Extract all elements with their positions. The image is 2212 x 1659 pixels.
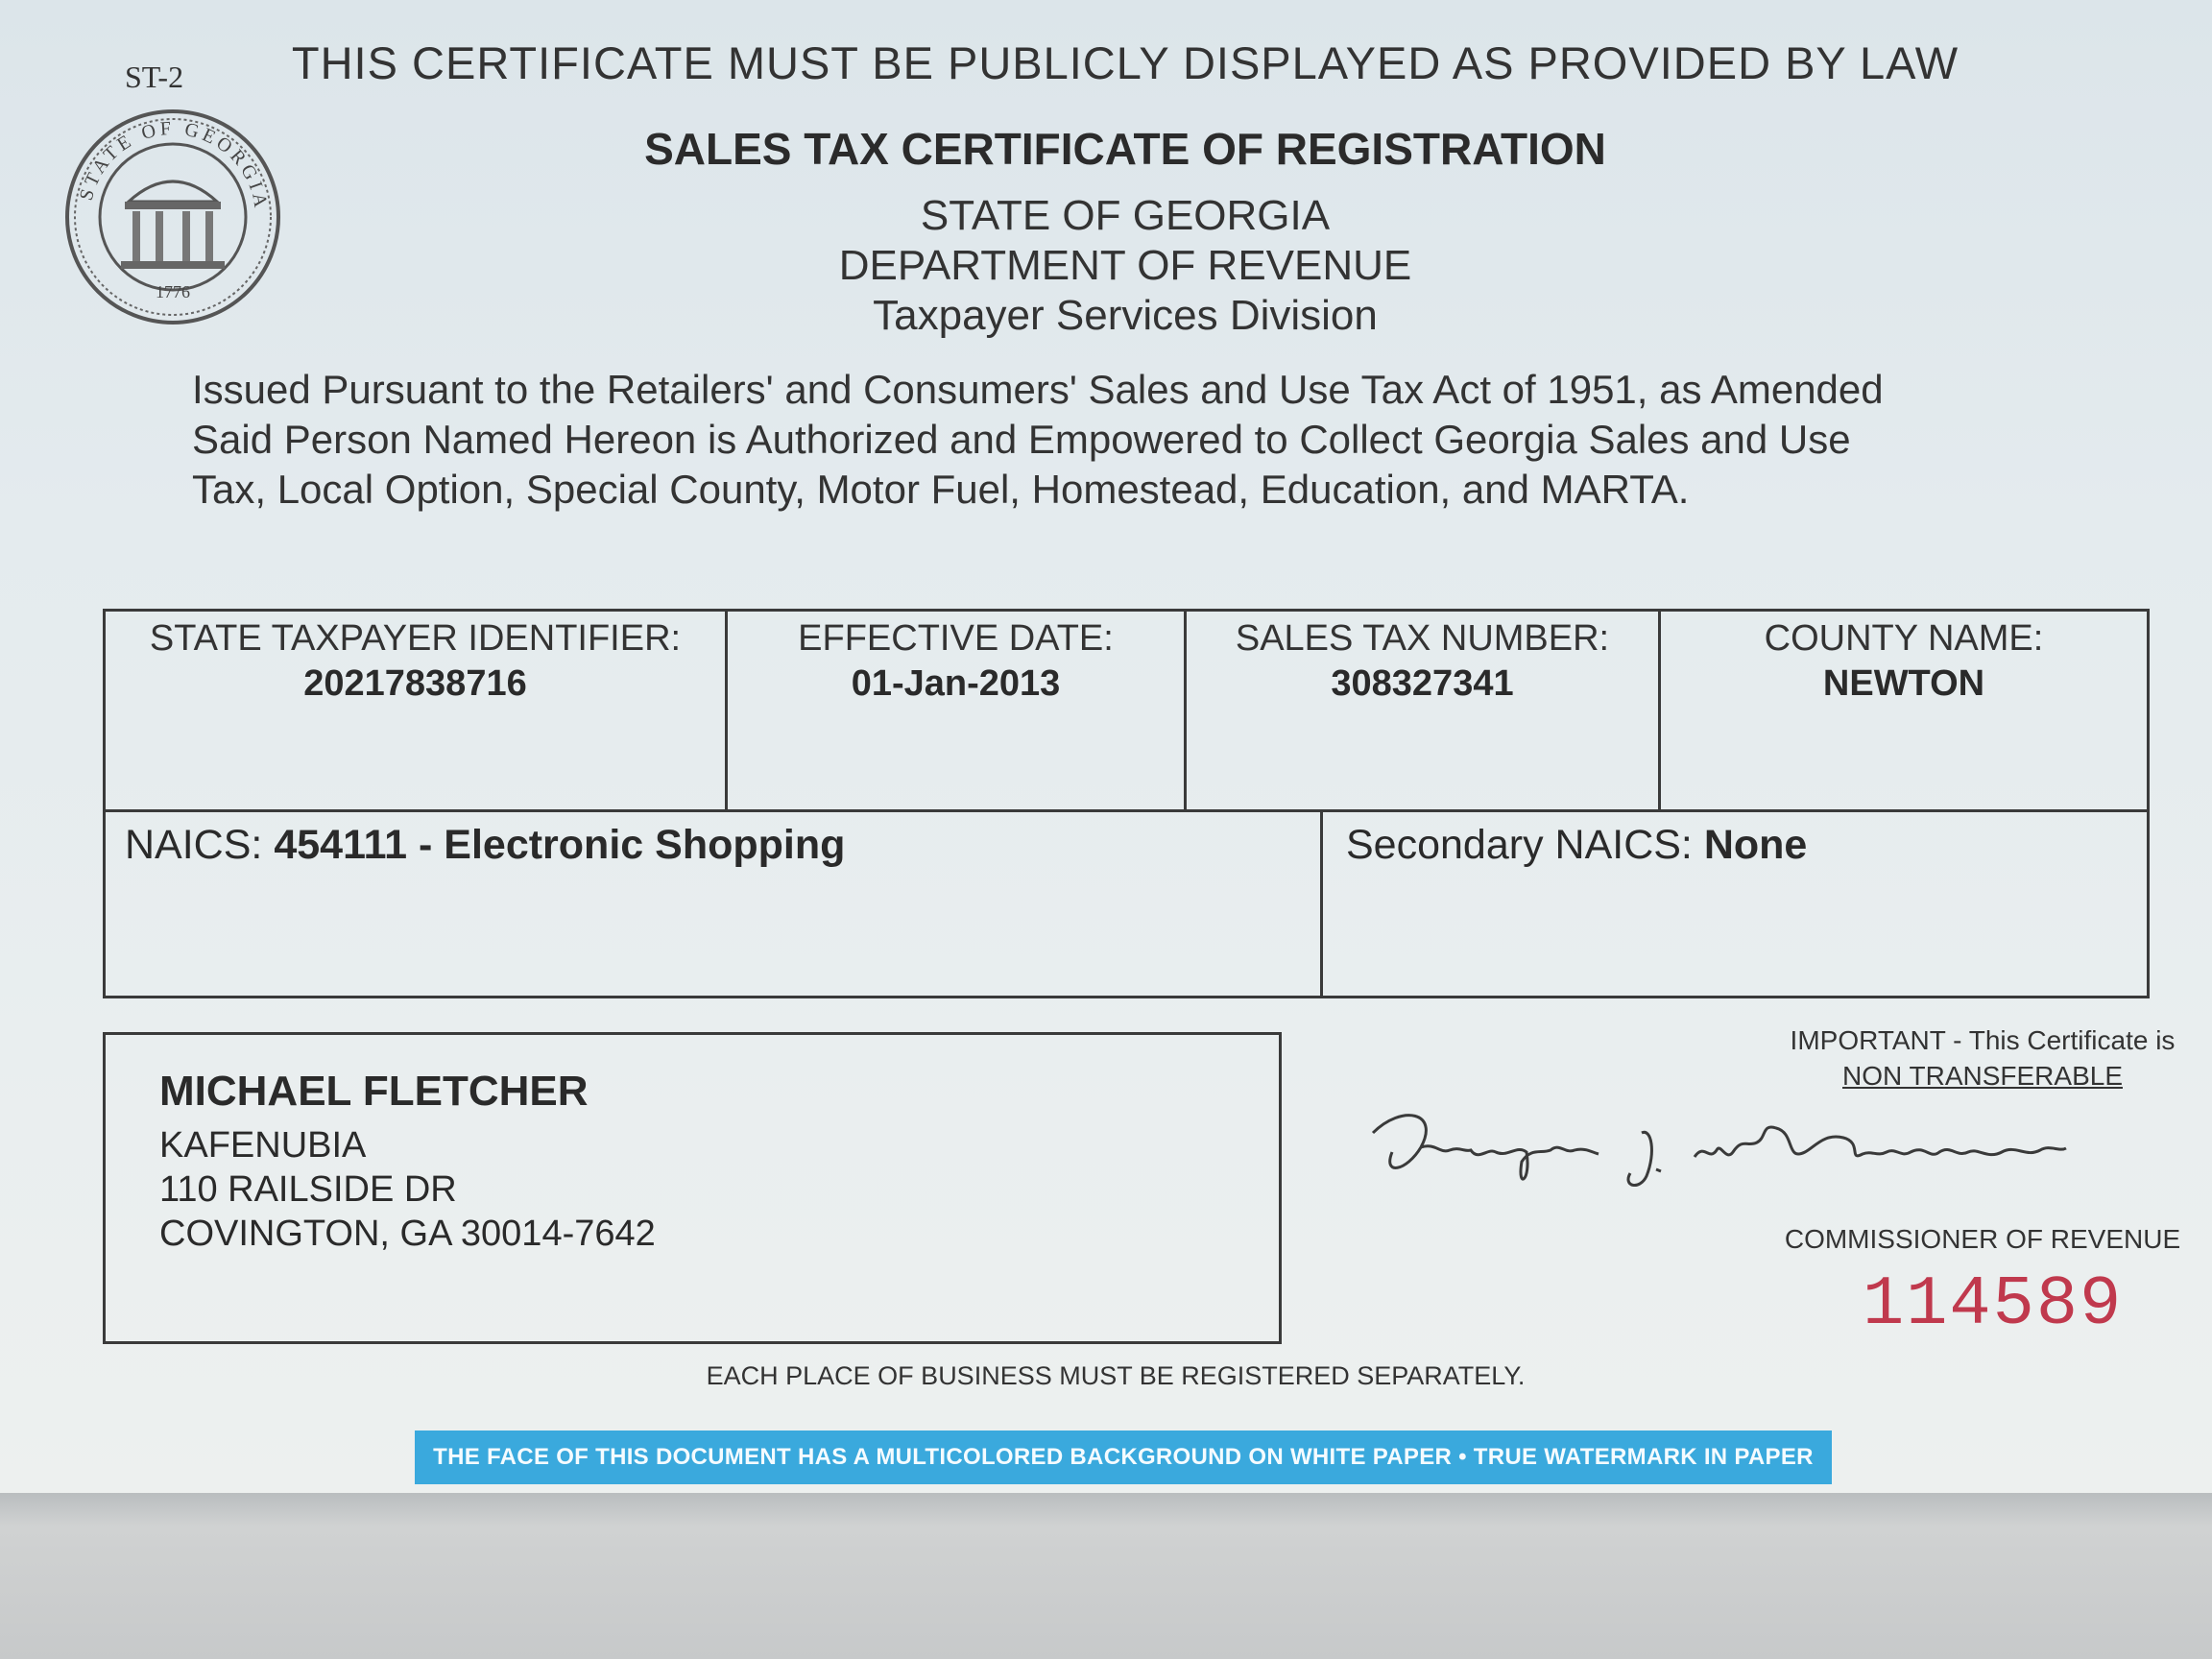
effective-date-label: EFFECTIVE DATE: [798, 618, 1114, 659]
effective-date-cell [725, 612, 1184, 809]
business-name: KAFENUBIA [159, 1125, 367, 1166]
taxpayer-id-value: 20217838716 [303, 663, 527, 704]
secondary-naics-cell [1320, 812, 2147, 996]
county-label: COUNTY NAME: [1764, 618, 2044, 659]
department-name: DEPARTMENT OF REVENUE [838, 242, 1412, 289]
non-transferable-text: NON TRANSFERABLE [1842, 1061, 2123, 1091]
naics-value: 454111 - Electronic Shopping [274, 822, 846, 868]
registrant-address-box [103, 1032, 1282, 1344]
form-code: ST-2 [125, 60, 184, 94]
serial-number: 114589 [1863, 1265, 2124, 1344]
naics-cell [106, 812, 1320, 996]
naics-label: NAICS: [125, 822, 263, 868]
commissioner-title: COMMISSIONER OF REVENUE [1784, 1224, 2181, 1254]
statement-line: Tax, Local Option, Special County, Motor Fuel, Homestead, Education, and MARTA. [192, 467, 1690, 512]
security-notice-bar: THE FACE OF THIS DOCUMENT HAS A MULTICOLORED BACKGROUND ON WHITE PAPER • TRUE WATERMARK IN PAPER [415, 1431, 1832, 1484]
taxpayer-id-label: STATE TAXPAYER IDENTIFIER: [149, 618, 682, 659]
svg-text:STATE OF GEORGIA: STATE OF GEORGIA [75, 117, 273, 213]
county-value: NEWTON [1822, 663, 1985, 704]
authorization-statement [192, 365, 2074, 515]
registration-fields-row [103, 609, 2150, 812]
important-notice: IMPORTANT - This Certificate is [1790, 1025, 2176, 1055]
commissioner-signature [1363, 1094, 2074, 1219]
desk-surface [0, 1493, 2212, 1659]
seal-year: 1776 [156, 282, 190, 301]
street-address: 110 RAILSIDE DR [159, 1169, 457, 1210]
county-cell [1658, 612, 2147, 809]
city-state-zip: COVINGTON, GA 30014-7642 [159, 1214, 656, 1254]
state-name: STATE OF GEORGIA [920, 192, 1331, 239]
secondary-naics-label: Secondary NAICS: [1346, 822, 1693, 868]
sales-tax-number-value: 308327341 [1331, 663, 1514, 704]
non-transferable-notice [1440, 1061, 2212, 1092]
secondary-naics-value: None [1703, 822, 1808, 868]
display-notice: THIS CERTIFICATE MUST BE PUBLICLY DISPLAYED AS PROVIDED BY LAW [291, 37, 1960, 88]
division-name: Taxpayer Services Division [873, 292, 1378, 339]
taxpayer-id-cell [106, 612, 725, 809]
statement-line: Said Person Named Hereon is Authorized and Empowered to Collect Georgia Sales and Use [192, 417, 1851, 462]
registrant-name: MICHAEL FLETCHER [159, 1068, 589, 1115]
statement-line: Issued Pursuant to the Retailers' and Consumers' Sales and Use Tax Act of 1951, as Amended [192, 367, 1884, 412]
registration-footer-note: EACH PLACE OF BUSINESS MUST BE REGISTERED SEPARATELY. [706, 1361, 1526, 1390]
certificate-title: SALES TAX CERTIFICATE OF REGISTRATION [644, 124, 1606, 174]
effective-date-value: 01-Jan-2013 [851, 663, 1061, 704]
naics-row [103, 809, 2150, 998]
sales-tax-number-cell [1184, 612, 1658, 809]
sales-tax-number-label: SALES TAX NUMBER: [1235, 618, 1610, 659]
